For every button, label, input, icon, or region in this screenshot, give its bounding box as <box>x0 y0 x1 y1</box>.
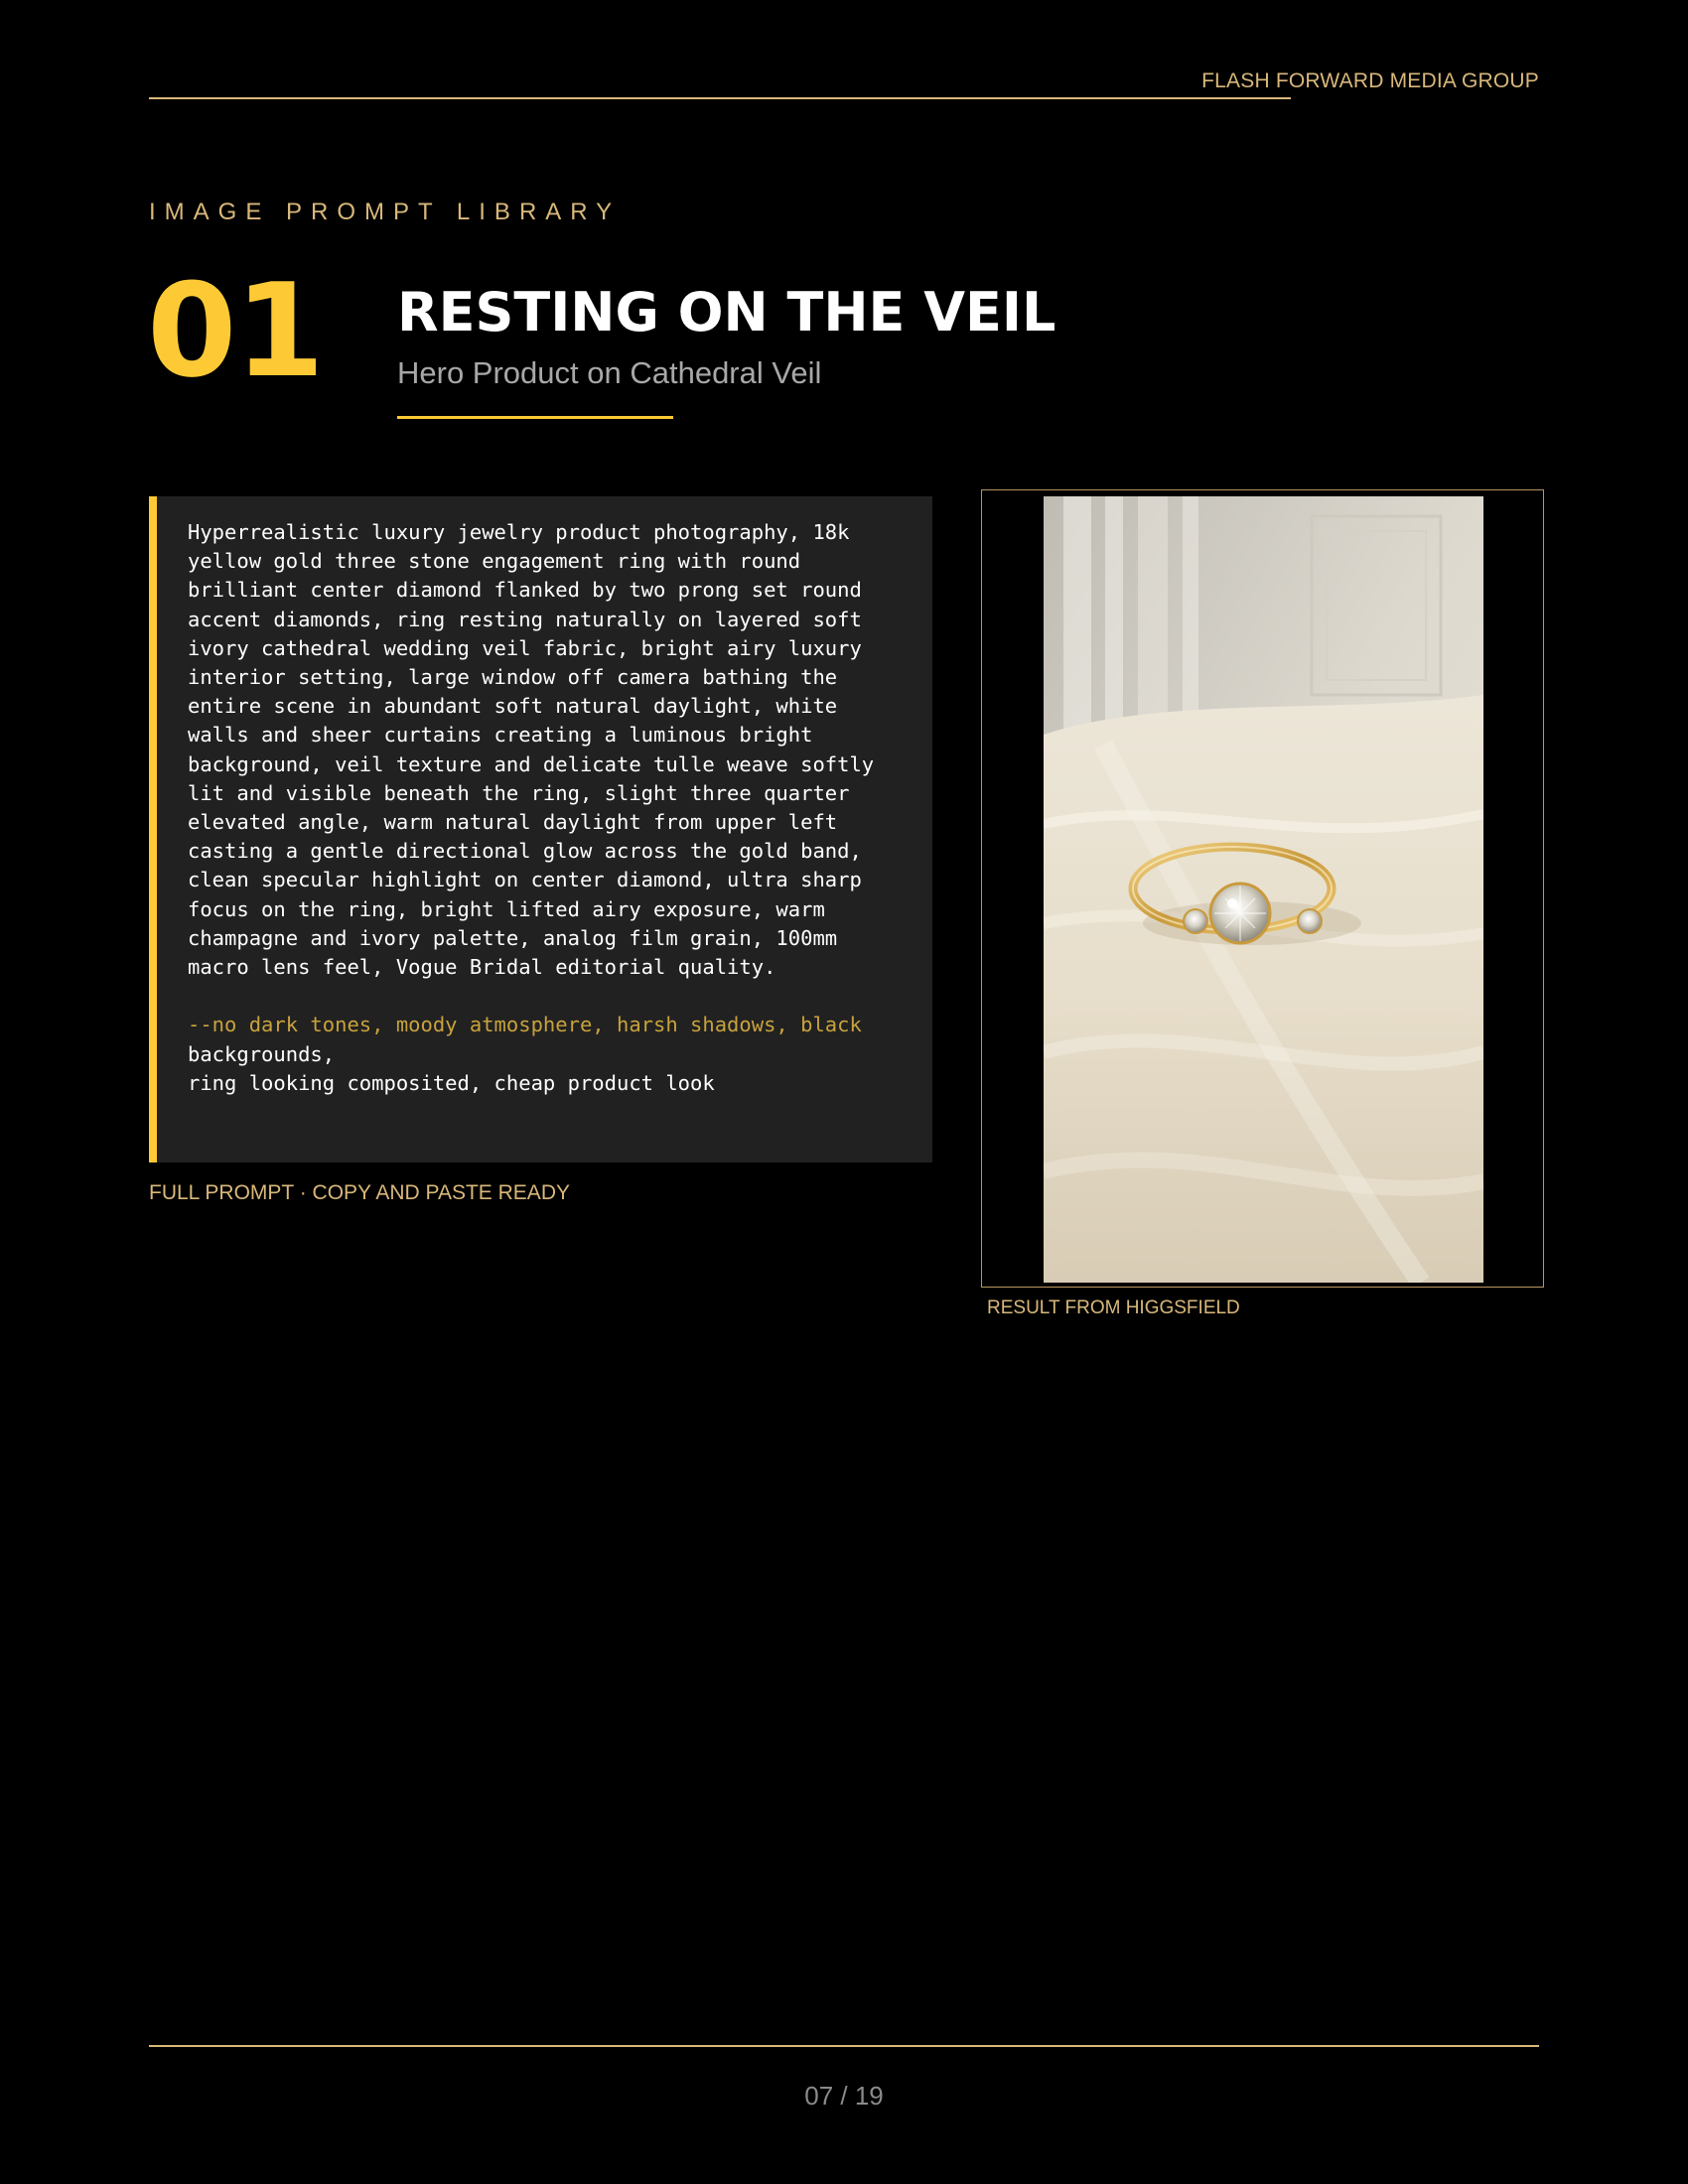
title-underline <box>397 416 673 419</box>
header-rule <box>149 97 1291 99</box>
entry-subtitle: Hero Product on Cathedral Veil <box>397 355 822 390</box>
prompt-label: FULL PROMPT · COPY AND PASTE READY <box>149 1181 570 1204</box>
prompt-line: Hyperrealistic luxury jewelry product photography, 18k <box>188 520 850 544</box>
prompt-line: champagne and ivory palette, analog film grain, 100mm <box>188 925 838 950</box>
section-eyebrow: IMAGE PROMPT LIBRARY <box>149 199 622 225</box>
prompt-line: clean specular highlight on center diamond, ultra sharp <box>188 868 862 892</box>
footer-rule <box>149 2045 1539 2047</box>
ring-photo <box>1044 496 1483 1283</box>
prompt-line: entire scene in abundant soft natural daylight, white <box>188 694 838 719</box>
result-image-frame[interactable] <box>981 489 1544 1288</box>
entry-title: RESTING ON THE VEIL <box>397 281 1056 343</box>
prompt-line: macro lens feel, Vogue Bridal editorial quality. <box>188 955 776 980</box>
prompt-line: lit and visible beneath the ring, slight three quarter <box>188 780 850 805</box>
prompt-line: ivory cathedral wedding veil fabric, bright airy luxury <box>188 635 862 660</box>
page-number: 07 / 19 <box>804 2081 884 2111</box>
entry-number: 01 <box>147 255 323 406</box>
prompt-box[interactable] <box>149 496 932 1162</box>
prompt-line: focus on the ring, bright lifted airy exposure, warm <box>188 896 825 921</box>
prompt-line: brilliant center diamond flanked by two prong set round <box>188 578 862 603</box>
prompt-line: interior setting, large window off camera bathing the <box>188 665 838 690</box>
prompt-line: background, veil texture and delicate tulle weave softly <box>188 751 875 776</box>
prompt-text[interactable] <box>188 518 913 1098</box>
brand-name: FLASH FORWARD MEDIA GROUP <box>1201 69 1539 92</box>
negative-prompt-line: ring looking composited, cheap product look <box>188 1070 715 1095</box>
prompt-line: elevated angle, warm natural daylight from upper left <box>188 810 838 835</box>
prompt-line: accent diamonds, ring resting naturally on layered soft <box>188 607 862 631</box>
negative-prompt-line: --no dark tones, moody atmosphere, harsh shadows, black <box>188 1013 862 1037</box>
prompt-line: casting a gentle directional glow across the gold band, <box>188 839 862 864</box>
image-caption: RESULT FROM HIGGSFIELD <box>987 1297 1240 1318</box>
prompt-line: walls and sheer curtains creating a luminous bright <box>188 723 813 748</box>
negative-prompt-line: backgrounds, <box>188 1041 336 1066</box>
prompt-line: yellow gold three stone engagement ring with round <box>188 549 801 574</box>
